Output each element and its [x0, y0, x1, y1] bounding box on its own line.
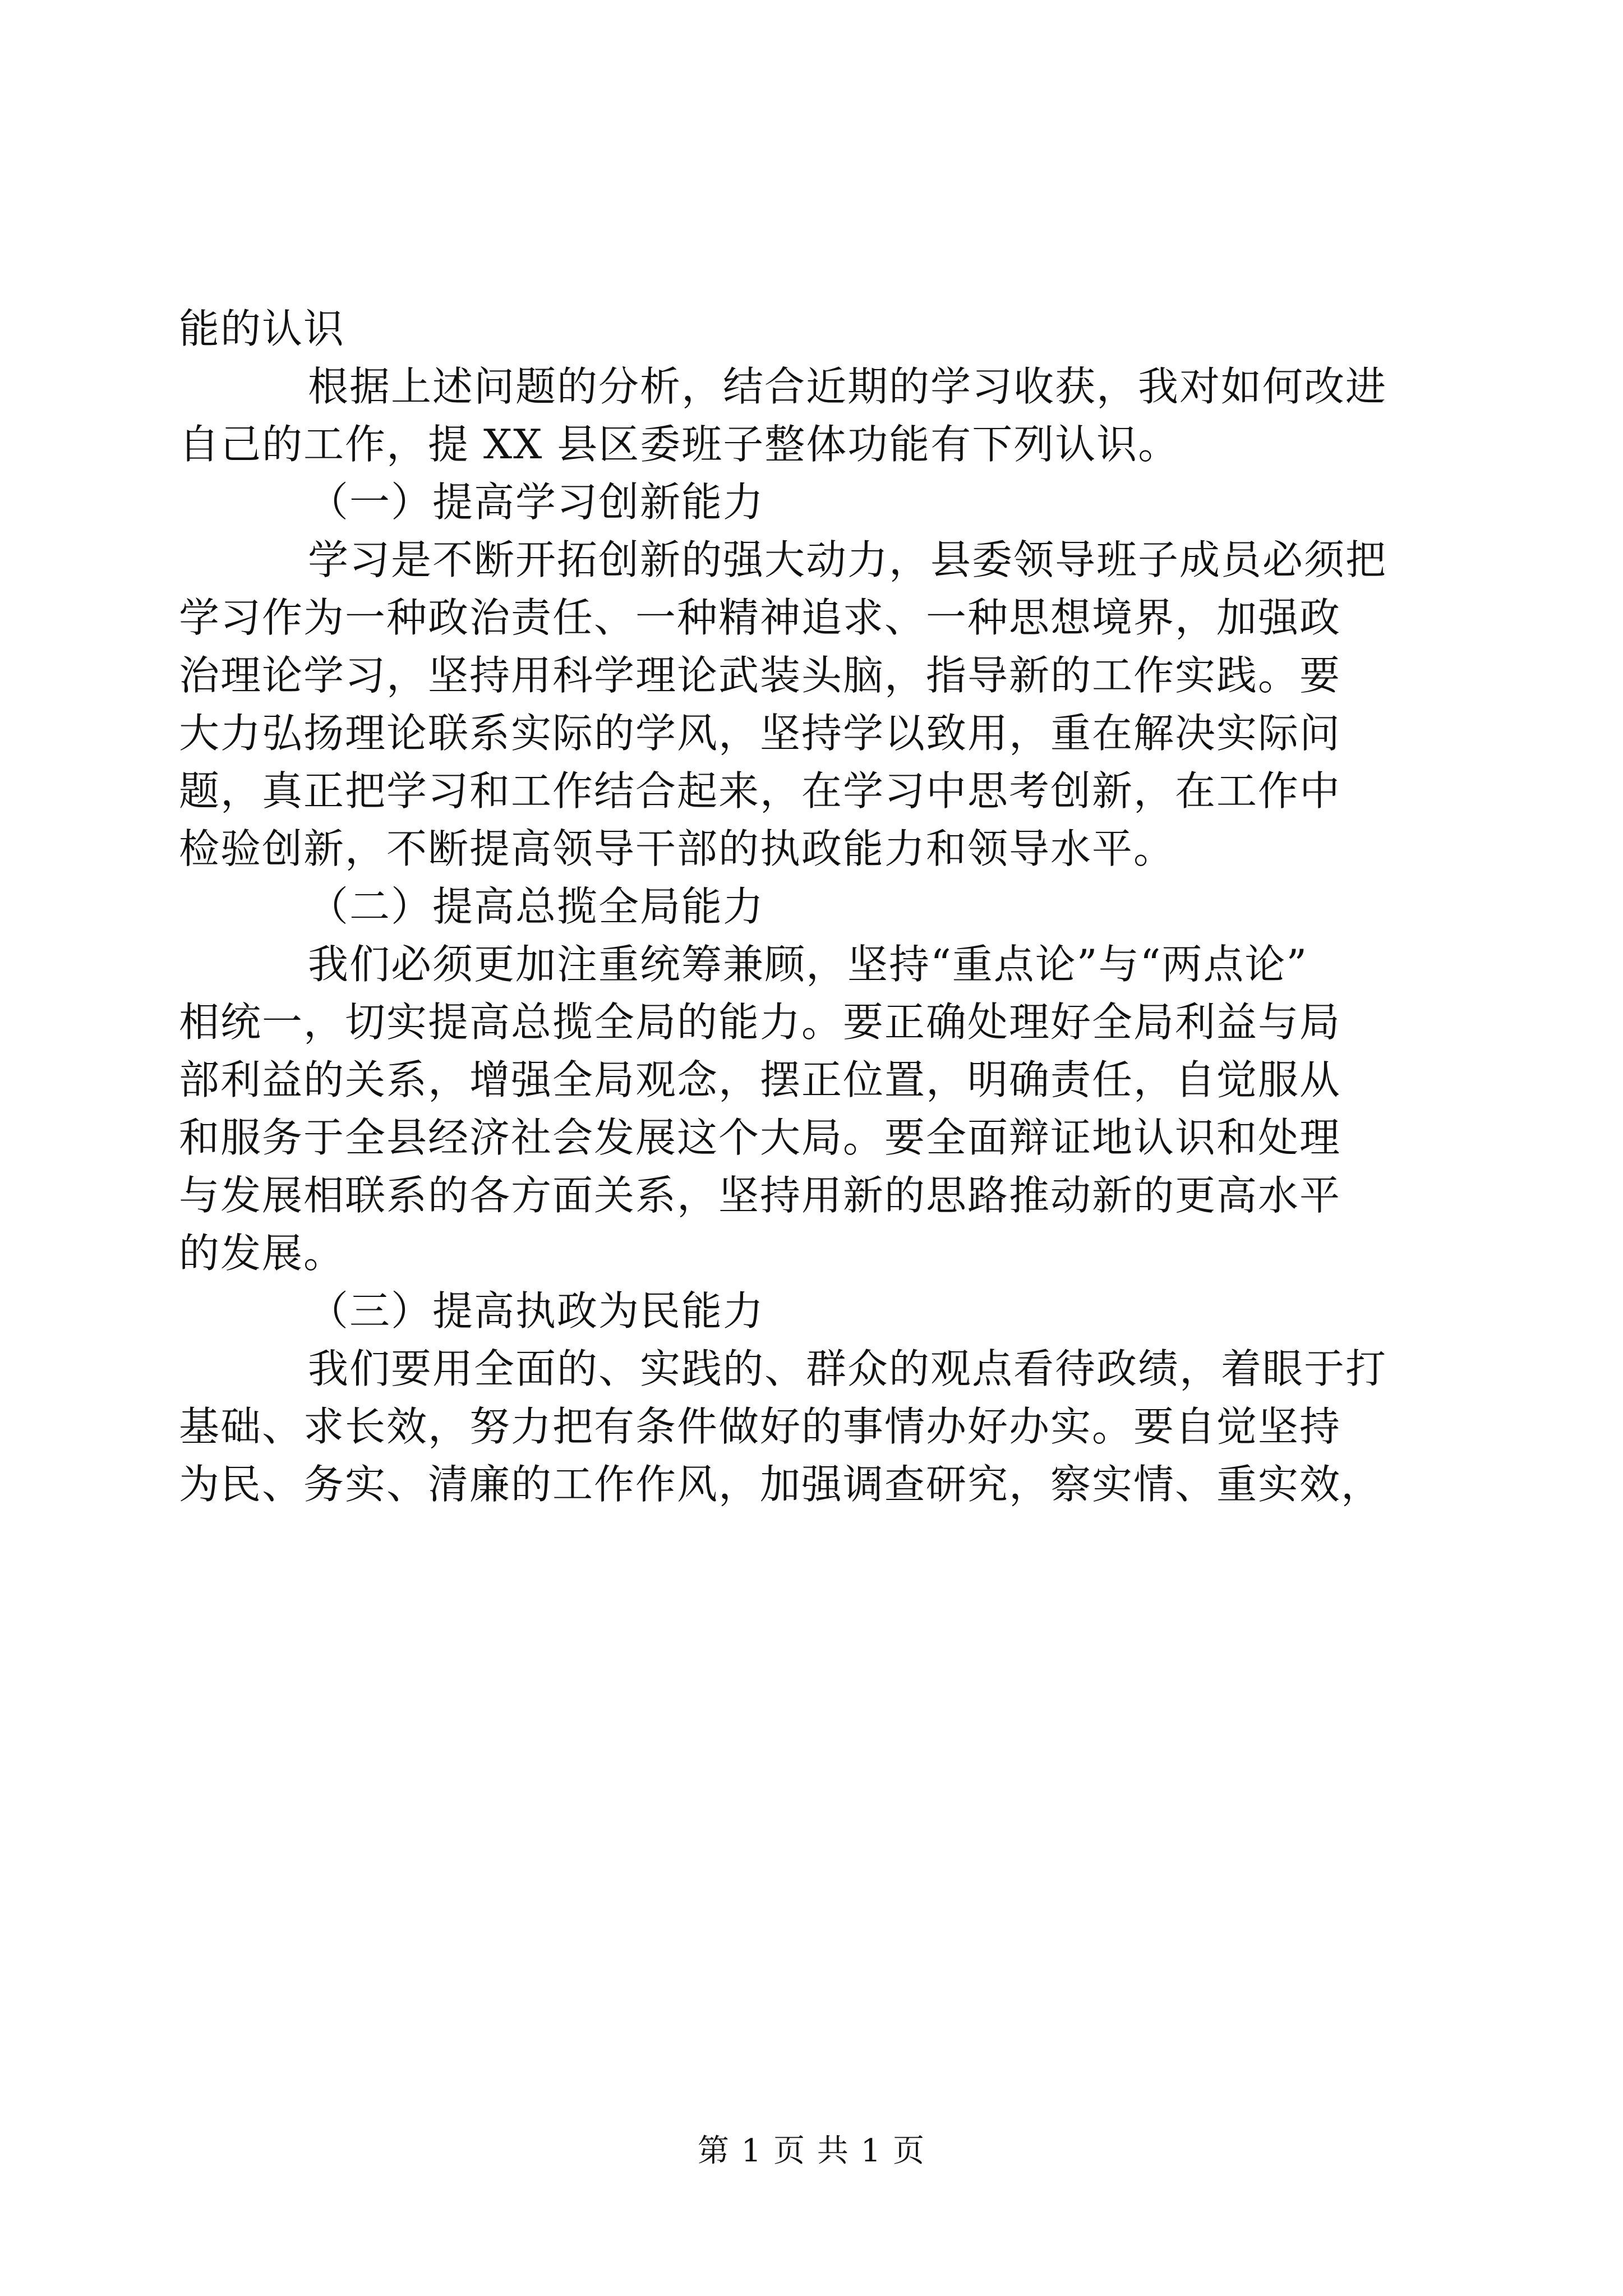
- text-line: 能的认识: [179, 305, 345, 352]
- text-line: 基础、求长效，努力把有条件做好的事情办好办实。要自觉坚持: [179, 1403, 1341, 1450]
- section-heading-1: （一）提高学习创新能力: [308, 478, 765, 526]
- text-line: 题，真正把学习和工作结合起来，在学习中思考创新，在工作中: [179, 767, 1341, 815]
- text-line: 的发展。: [179, 1230, 345, 1277]
- section-heading-2: （二）提高总揽全局能力: [308, 883, 765, 930]
- text-line: 治理论学习，坚持用科学理论武装头脑，指导新的工作实践。要: [179, 652, 1341, 699]
- page-number-footer: 第 1 页 共 1 页: [697, 2133, 926, 2169]
- section-heading-3: （三）提高执政为民能力: [308, 1287, 765, 1335]
- text-line: 为民、务实、清廉的工作作风，加强调查研究，察实情、重实效，: [179, 1461, 1383, 1508]
- text-line: 大力弘扬理论联系实际的学风，坚持学以致用，重在解决实际问: [179, 710, 1341, 757]
- text-line: 自己的工作，提 XX 县区委班子整体功能有下列认识。: [179, 421, 1180, 468]
- text-line: 和服务于全县经济社会发展这个大局。要全面辩证地认识和处理: [179, 1114, 1341, 1161]
- paragraph-start: 我们要用全面的、实践的、群众的观点看待政绩，着眼于打: [308, 1345, 1387, 1392]
- text-line: 学习作为一种政治责任、一种精神追求、一种思想境界，加强政: [179, 594, 1341, 641]
- text-line: 相统一，切实提高总揽全局的能力。要正确处理好全局利益与局: [179, 999, 1341, 1046]
- paragraph-start: 学习是不断开拓创新的强大动力，县委领导班子成员必须把: [308, 536, 1387, 583]
- text-line: 与发展相联系的各方面关系，坚持用新的思路推动新的更高水平: [179, 1172, 1341, 1219]
- document-body: [179, 300, 1435, 1513]
- text-line: 检验创新，不断提高领导干部的执政能力和领导水平。: [179, 825, 1175, 872]
- paragraph-start: 根据上述问题的分析，结合近期的学习收获，我对如何改进: [308, 363, 1387, 410]
- text-line: 部利益的关系，增强全局观念，摆正位置，明确责任，自觉服从: [179, 1056, 1341, 1103]
- paragraph-start: 我们必须更加注重统筹兼顾，坚持“重点论”与“两点论”: [308, 941, 1308, 988]
